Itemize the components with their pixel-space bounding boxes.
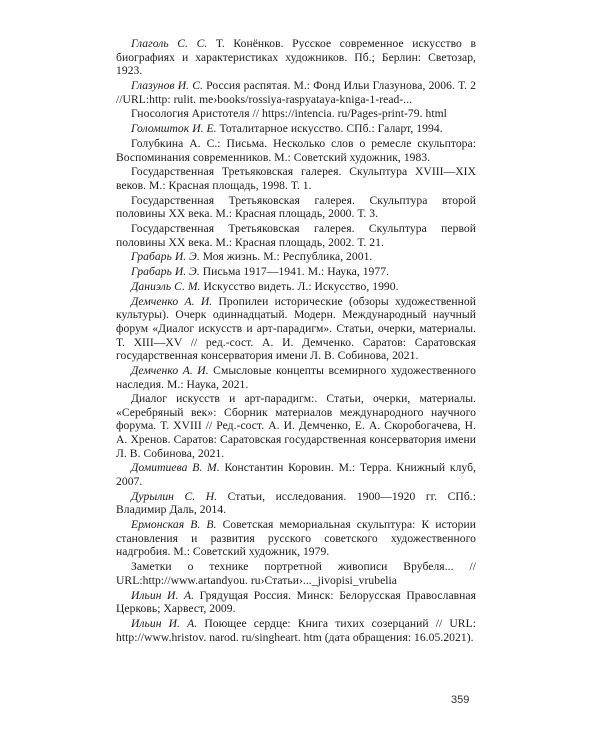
entry-author: Грабарь И. Э.	[131, 265, 200, 279]
bibliography-entry	[116, 79, 476, 106]
entry-author: Ильин И. А.	[131, 616, 198, 630]
entry-text: Заметки о технике портретной живописи Врубеля... // URL:http://www.artandyou. ru›Статьи›..._jivopisi_vrubelia	[116, 560, 476, 587]
entry-text: Поющее сердце: Книга тихих созерцаний // URL: http://www.hristov. narod. ru/singheart. htm (дата обращения: 16.05.2021).	[116, 616, 476, 644]
bibliography-entry	[116, 617, 476, 644]
bibliography-entry	[116, 222, 476, 249]
entry-text: Россия распятая. М.: Фонд Ильи Глазунова, 2006. Т. 2 //URL:http: rulit. me›books/rossiya-raspyataya-kniga-1-read-...	[116, 78, 476, 106]
entry-text: Искусство видеть. Л.: Искусство, 1990.	[200, 279, 399, 293]
entry-author: Ермонская В. В.	[131, 518, 217, 532]
entry-author: Глазунов И. С.	[131, 78, 203, 92]
page-number: 359	[451, 694, 470, 706]
entry-author: Голомшток И. Е.	[131, 122, 217, 136]
bibliography-entry	[116, 37, 476, 78]
bibliography-entry	[116, 280, 476, 294]
bibliography-entry	[116, 265, 476, 279]
entry-text: Статьи, исследования. 1900—1920 гг. СПб.: Владимир Даль, 2014.	[116, 489, 476, 517]
entry-author: Ильин И. А.	[131, 588, 195, 602]
entry-text: Советская мемориальная скульптура: К истории становления и развития русского советского художественного надгробия. М.: Советский художник, 1979.	[116, 518, 476, 559]
entry-text: Константин Коровин. М.: Терра. Книжный клуб, 2007.	[116, 461, 476, 489]
entry-text: Государственная Третьяковская галерея. Скульптура второй половины XX века. М.: Красная площадь, 2000. Т. 3.	[116, 193, 476, 221]
bibliography-entry	[116, 589, 476, 616]
entry-text: Государственная Третьяковская галерея. Скульптура XVIII—XIX веков. М.: Красная площадь, 1998. Т. 1.	[116, 165, 476, 192]
entry-author: Демченко А. И.	[131, 294, 213, 308]
entry-text: Пропилеи исторические (обзоры художественной культуры). Очерк одиннадцатый. Модерн. Международный научный форум «Диалог искусств и арт-парадигм». Статьи, очерки, материалы. Т. XIII—XV // ред.-сост. А. И. Демченко. Саратов: Саратовская государственная консерватория имени Л. В. Собинова, 2021.	[116, 294, 476, 363]
entry-text: Голубкина А. С.: Письма. Несколько слов о ремесле скульптора: Воспоминания современников. М.: Советский художник, 1983.	[116, 136, 476, 164]
bibliography-entry	[116, 137, 476, 164]
entry-author: Дурылин С. Н.	[131, 489, 218, 503]
bibliography-entry	[116, 518, 476, 559]
bibliography-entry	[116, 165, 476, 192]
entry-author: Даниэль С. М.	[131, 279, 201, 293]
entry-text: Моя жизнь. М.: Республика, 2001.	[199, 250, 373, 264]
bibliography-entry	[116, 250, 476, 264]
entry-text: Гносология Аристотеля // https://intencia. ru/Pages-print-79. html	[131, 107, 447, 121]
entry-text: Диалог искусств и арт-парадигм:. Статьи, очерки, материалы. «Серебряный век»: Сборник материалов международного научного форума. Т. XVIII // Ред.-сост. А. И. Демченко, Е. А. Скоробогачева, Н. А. Хренов. Саратов: Саратовская государственная консерватория имени Л. В. Собинова, 2021.	[116, 392, 476, 460]
bibliography-entry	[116, 392, 476, 460]
entry-text: Тоталитарное искусство. СПб.: Галарт, 1994.	[216, 122, 443, 136]
bibliography-entry	[116, 364, 476, 391]
bibliography-entry	[116, 194, 476, 221]
bibliography-entry	[116, 490, 476, 517]
bibliography-entry	[116, 122, 476, 136]
entry-text: Смысловые концепты всемирного художественного наследия. М.: Наука, 2021.	[116, 363, 476, 391]
bibliography-entry	[116, 560, 476, 587]
bibliography-entry	[116, 107, 476, 121]
bibliography-list	[116, 37, 476, 645]
entry-text: Государственная Третьяковская галерея. Скульптура первой половины XX века. М.: Красная площадь, 2002. Т. 21.	[116, 222, 476, 249]
entry-text: Т. Конёнков. Русское современное искусство в биографиях и характеристиках художников. Пб.; Берлин: Светозар, 1923.	[116, 37, 476, 78]
entry-text: Грядущая Россия. Минск: Белорусская Православная Церковь; Харвест, 2009.	[116, 588, 476, 616]
entry-text: Письма 1917—1941. М.: Наука, 1977.	[199, 265, 390, 279]
entry-author: Домитиева В. М.	[131, 461, 220, 475]
bibliography-entry	[116, 461, 476, 488]
entry-author: Грабарь И. Э.	[131, 250, 200, 264]
entry-author: Глаголь С. С.	[131, 37, 208, 50]
entry-author: Демченко А. И.	[131, 363, 209, 377]
bibliography-entry	[116, 295, 476, 363]
